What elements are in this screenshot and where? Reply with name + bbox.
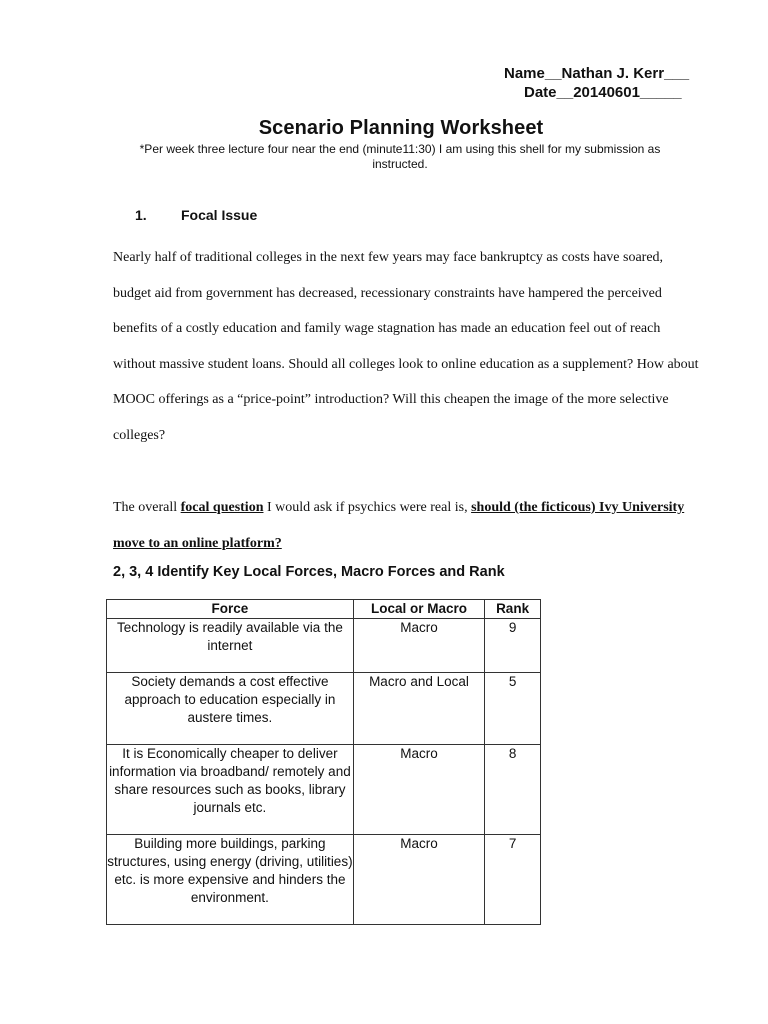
- force-cell: It is Economically cheaper to deliver information via broadband/ remotely and share resources such as books, library journals etc.: [107, 745, 354, 835]
- section-1-number: 1.: [135, 207, 147, 223]
- name-line: Name__Nathan J. Kerr___: [504, 65, 690, 82]
- focal-question-paragraph: [113, 490, 703, 561]
- table-row: [107, 835, 541, 925]
- table-row: [107, 673, 541, 745]
- type-cell: Macro: [353, 835, 484, 925]
- name-date-block: [440, 64, 700, 102]
- force-cell: Technology is readily available via the internet: [107, 619, 354, 673]
- worksheet-title: Scenario Planning Worksheet: [258, 117, 544, 139]
- header-rank: Rank: [485, 600, 541, 619]
- header-force: Force: [107, 600, 354, 619]
- type-cell: Macro: [353, 619, 484, 673]
- focal-issue-paragraph: Nearly half of traditional colleges in the next few years may face bankruptcy as costs have soared, budget aid from government has decreased, recessionary constraints have hampered the perceived benefits of a costly education and family wage stagnation has made an education feel out of reach without massive student loans. Should all colleges look to online education as a supplement? How about MOOC offerings as a “price-point” introduction? Will this cheapen the image of the more selective colleges?: [113, 250, 699, 443]
- table-header-row: [107, 600, 541, 619]
- focal-term: focal question: [180, 500, 264, 515]
- date-line: Date__20140601_____: [524, 84, 682, 101]
- header-local-or-macro: Local or Macro: [353, 600, 484, 619]
- rank-cell: 9: [485, 619, 541, 673]
- section-1-heading: [135, 207, 257, 223]
- section-234-heading: 2, 3, 4 Identify Key Local Forces, Macro Forces and Rank: [113, 564, 505, 580]
- section-1-title: Focal Issue: [181, 207, 258, 223]
- focal-middle: I would ask if psychics were real is,: [263, 500, 472, 515]
- rank-cell: 5: [485, 673, 541, 745]
- rank-cell: 7: [485, 835, 541, 925]
- table-row: [107, 619, 541, 673]
- submission-note: *Per week three lecture four near the end (minute11:30) I am using this shell for my submission as instructed.: [139, 142, 661, 171]
- table-row: [107, 745, 541, 835]
- type-cell: Macro and Local: [353, 673, 484, 745]
- rank-cell: 8: [485, 745, 541, 835]
- forces-table: [106, 599, 541, 925]
- focal-prefix: The overall: [113, 500, 181, 515]
- force-cell: Building more buildings, parking structures, using energy (driving, utilities) etc. is more expensive and hinders the environment.: [107, 835, 354, 925]
- force-cell: Society demands a cost effective approach to education especially in austere times.: [107, 673, 354, 745]
- type-cell: Macro: [353, 745, 484, 835]
- focal-question: should (the ficticous) Ivy University move to an online platform?: [113, 500, 685, 551]
